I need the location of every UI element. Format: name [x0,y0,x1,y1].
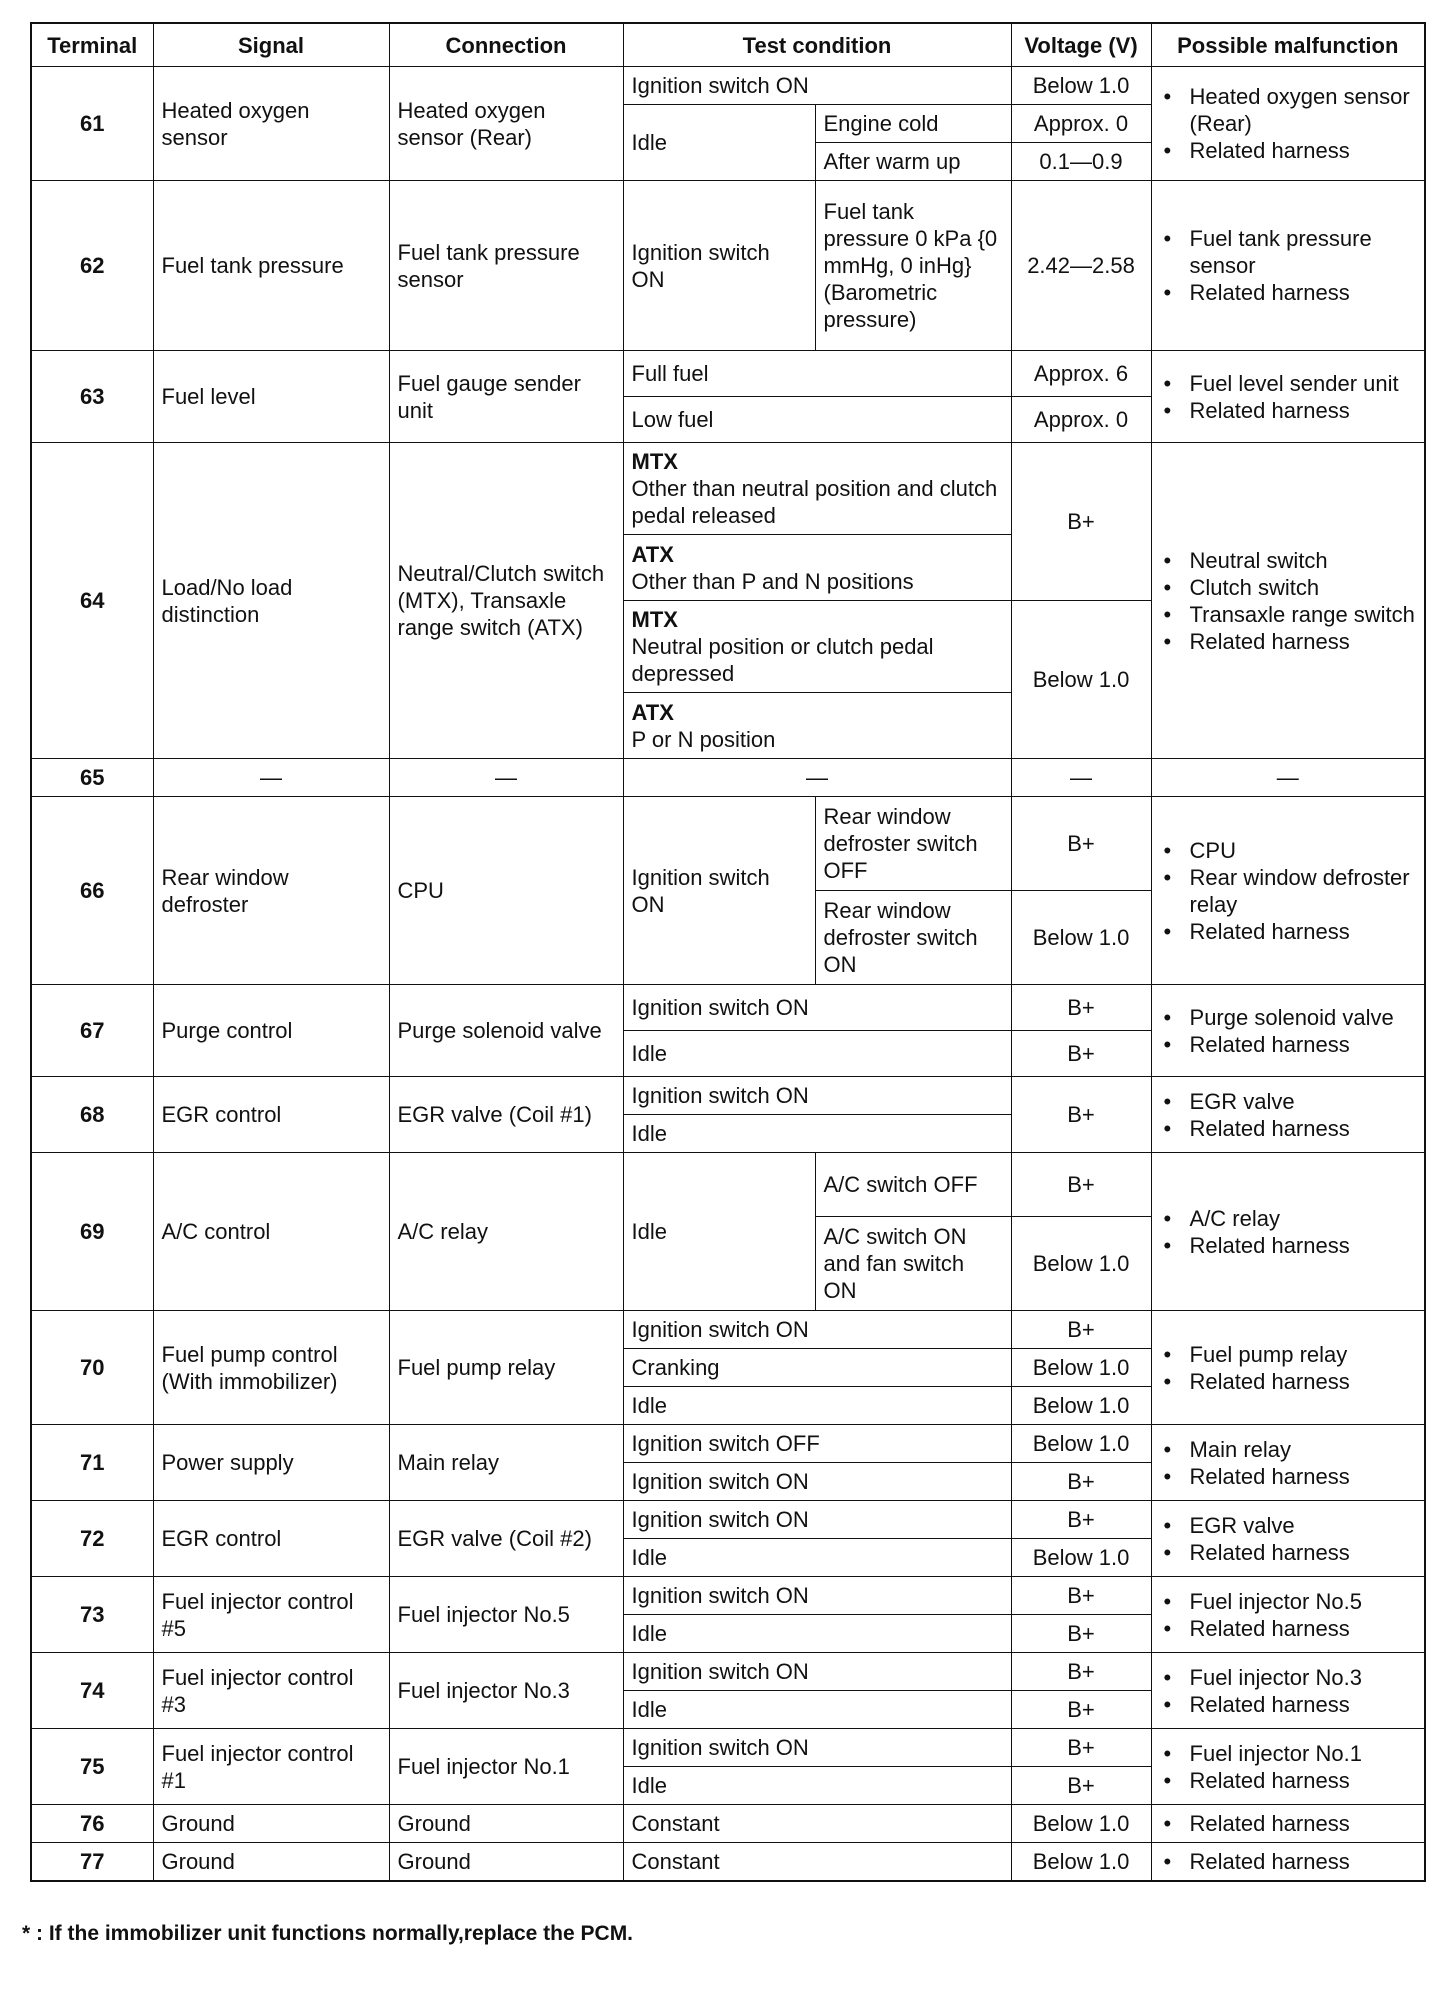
malfunction-item: • Fuel tank pressure sensor [1160,225,1417,279]
malfunction-cell [1151,1843,1425,1881]
voltage-cell: Below 1.0 [1011,1217,1151,1311]
signal-cell: Fuel injector control #1 [153,1729,389,1805]
voltage-cell: B+ [1011,1463,1151,1501]
signal-cell: Fuel injector control #5 [153,1577,389,1653]
voltage-cell: Below 1.0 [1011,1843,1151,1881]
malfunction-item: • Rear window defroster relay [1160,864,1417,918]
connection-cell: EGR valve (Coil #1) [389,1077,623,1153]
connection-cell: Neutral/Clutch switch (MTX), Transaxle range switch (ATX) [389,443,623,759]
malfunction-item: • Related harness [1160,1463,1417,1490]
condition-text: Other than neutral position and clutch pedal released [631,476,998,528]
malfunction-item: • Related harness [1160,918,1417,945]
header-signal: Signal [153,23,389,67]
condition-cell [623,443,1011,535]
connection-cell: A/C relay [389,1153,623,1311]
malfunction-item: • Fuel injector No.5 [1160,1588,1417,1615]
malfunction-cell [1151,1501,1425,1577]
terminal-cell: 71 [31,1425,153,1501]
signal-cell: Fuel pump control (With immobilizer) [153,1311,389,1425]
malfunction-cell [1151,1653,1425,1729]
malfunction-item: • Purge solenoid valve [1160,1004,1417,1031]
voltage-cell: Below 1.0 [1011,1425,1151,1463]
voltage-cell: — [1011,759,1151,797]
malfunction-item: • Related harness [1160,1115,1417,1142]
malfunction-cell [1151,67,1425,181]
voltage-cell: Below 1.0 [1011,67,1151,105]
signal-cell: Rear window defroster [153,797,389,985]
terminal-cell: 70 [31,1311,153,1425]
condition-cell: Ignition switch ON [623,1653,1011,1691]
condition-cell [623,535,1011,601]
condition-cell: — [623,759,1011,797]
malfunction-item: • A/C relay [1160,1205,1417,1232]
malfunction-item: • Fuel injector No.3 [1160,1664,1417,1691]
condition-cell: Ignition switch OFF [623,1425,1011,1463]
malfunction-item: • Related harness [1160,1615,1417,1642]
signal-cell: Fuel level [153,351,389,443]
voltage-cell: Below 1.0 [1011,601,1151,759]
table-row [31,1077,1425,1115]
malfunction-item: • Fuel pump relay [1160,1341,1417,1368]
condition-cell: Idle [623,1031,1011,1077]
terminal-cell: 76 [31,1805,153,1843]
connection-cell: CPU [389,797,623,985]
connection-cell: Ground [389,1805,623,1843]
voltage-cell: B+ [1011,1031,1151,1077]
condition-cell: Idle [623,1539,1011,1577]
condition-title: MTX [631,607,678,632]
voltage-cell: 2.42—2.58 [1011,181,1151,351]
sub-condition-cell: Rear window defroster switch ON [815,891,1011,985]
sub-condition-cell: Engine cold [815,105,1011,143]
connection-cell: Fuel injector No.3 [389,1653,623,1729]
voltage-cell: B+ [1011,797,1151,891]
condition-cell: Low fuel [623,397,1011,443]
malfunction-item: • Clutch switch [1160,574,1417,601]
connection-cell: Fuel injector No.1 [389,1729,623,1805]
condition-cell: Idle [623,1153,815,1311]
malfunction-item: • CPU [1160,837,1417,864]
table-row [31,1729,1425,1767]
table-row [31,1653,1425,1691]
terminal-cell: 67 [31,985,153,1077]
sub-condition-cell: A/C switch ON and fan switch ON [815,1217,1011,1311]
table-row [31,1577,1425,1615]
malfunction-item: • Related harness [1160,279,1417,306]
header-malfunction: Possible malfunction [1151,23,1425,67]
condition-text: Other than P and N positions [631,568,914,594]
voltage-cell: Approx. 0 [1011,105,1151,143]
terminal-cell: 64 [31,443,153,759]
table-row [31,759,1425,797]
signal-cell: Heated oxygen sensor [153,67,389,181]
malfunction-cell [1151,1577,1425,1653]
terminal-cell: 65 [31,759,153,797]
signal-cell: Ground [153,1805,389,1843]
terminal-cell: 62 [31,181,153,351]
sub-condition-cell: Rear window defroster switch OFF [815,797,1011,891]
malfunction-cell [1151,1311,1425,1425]
voltage-cell: Approx. 6 [1011,351,1151,397]
voltage-cell: Below 1.0 [1011,1539,1151,1577]
signal-cell: — [153,759,389,797]
terminal-cell: 61 [31,67,153,181]
condition-text: Neutral position or clutch pedal depressed [631,634,934,686]
malfunction-item: • Heated oxygen sensor (Rear) [1160,83,1417,137]
condition-cell: Idle [623,1387,1011,1425]
condition-cell: Idle [623,105,815,181]
signal-cell: A/C control [153,1153,389,1311]
malfunction-item: • Fuel injector No.1 [1160,1740,1417,1767]
condition-cell: Ignition switch ON [623,1501,1011,1539]
signal-cell: Fuel injector control #3 [153,1653,389,1729]
malfunction-item: • Related harness [1160,628,1417,655]
terminal-cell: 77 [31,1843,153,1881]
malfunction-item: • Related harness [1160,1810,1417,1837]
voltage-cell: B+ [1011,1501,1151,1539]
malfunction-item: • Related harness [1160,1031,1417,1058]
connection-cell: Ground [389,1843,623,1881]
condition-cell: Ignition switch ON [623,797,815,985]
condition-cell: Full fuel [623,351,1011,397]
signal-cell: Power supply [153,1425,389,1501]
voltage-cell: B+ [1011,1767,1151,1805]
signal-cell: EGR control [153,1501,389,1577]
condition-cell: Idle [623,1767,1011,1805]
malfunction-cell [1151,1153,1425,1311]
sub-condition-cell: A/C switch OFF [815,1153,1011,1217]
condition-cell: Ignition switch ON [623,181,815,351]
condition-cell: Idle [623,1115,1011,1153]
malfunction-cell [1151,1729,1425,1805]
malfunction-item: • Related harness [1160,1539,1417,1566]
signal-cell: Load/No load distinction [153,443,389,759]
malfunction-cell [1151,1077,1425,1153]
sub-condition-cell: Fuel tank pressure 0 kPa {0 mmHg, 0 inHg} (Barometric pressure) [815,181,1011,351]
table-row [31,1311,1425,1349]
malfunction-item: • Related harness [1160,1232,1417,1259]
condition-title: ATX [631,699,674,725]
voltage-cell: B+ [1011,1729,1151,1767]
terminal-cell: 73 [31,1577,153,1653]
voltage-cell: B+ [1011,1153,1151,1217]
malfunction-cell [1151,181,1425,351]
condition-cell [623,693,1011,759]
table-row [31,443,1425,535]
connection-cell: Heated oxygen sensor (Rear) [389,67,623,181]
sub-condition-cell: After warm up [815,143,1011,181]
voltage-cell: B+ [1011,443,1151,601]
terminal-cell: 63 [31,351,153,443]
malfunction-item: • Related harness [1160,1848,1417,1875]
malfunction-cell: — [1151,759,1425,797]
terminal-cell: 74 [31,1653,153,1729]
connection-cell: Fuel injector No.5 [389,1577,623,1653]
signal-cell: Purge control [153,985,389,1077]
malfunction-item: • EGR valve [1160,1512,1417,1539]
terminal-cell: 72 [31,1501,153,1577]
voltage-cell: Below 1.0 [1011,1387,1151,1425]
malfunction-cell [1151,1805,1425,1843]
table-row [31,797,1425,891]
condition-cell: Ignition switch ON [623,1729,1011,1767]
voltage-cell: B+ [1011,985,1151,1031]
malfunction-cell [1151,443,1425,759]
connection-cell: EGR valve (Coil #2) [389,1501,623,1577]
connection-cell: Main relay [389,1425,623,1501]
malfunction-item: • Main relay [1160,1436,1417,1463]
malfunction-cell [1151,351,1425,443]
condition-cell: Ignition switch ON [623,985,1011,1031]
footnote: * : If the immobilizer unit functions normally,replace the PCM. [22,1922,634,1945]
voltage-cell: B+ [1011,1615,1151,1653]
connection-cell: — [389,759,623,797]
voltage-cell: B+ [1011,1577,1151,1615]
signal-cell: Ground [153,1843,389,1881]
voltage-cell: B+ [1011,1653,1151,1691]
pcm-terminal-table [30,22,1426,1882]
voltage-cell: Below 1.0 [1011,1349,1151,1387]
voltage-cell: B+ [1011,1691,1151,1729]
malfunction-item: • Neutral switch [1160,547,1417,574]
voltage-cell: B+ [1011,1077,1151,1153]
table-row [31,67,1425,105]
signal-cell: Fuel tank pressure [153,181,389,351]
terminal-cell: 66 [31,797,153,985]
header-voltage: Voltage (V) [1011,23,1151,67]
condition-text: P or N position [631,726,776,752]
condition-cell: Idle [623,1691,1011,1729]
malfunction-item: • Related harness [1160,137,1417,164]
malfunction-cell [1151,1425,1425,1501]
connection-cell: Fuel tank pressure sensor [389,181,623,351]
header-terminal: Terminal [31,23,153,67]
table-row [31,1153,1425,1217]
condition-cell: Idle [623,1615,1011,1653]
malfunction-item: • Related harness [1160,1368,1417,1395]
condition-cell: Cranking [623,1349,1011,1387]
condition-cell: Constant [623,1843,1011,1881]
header-row [31,23,1425,67]
connection-cell: Fuel pump relay [389,1311,623,1425]
terminal-cell: 68 [31,1077,153,1153]
condition-cell [623,601,1011,693]
condition-cell: Constant [623,1805,1011,1843]
table-row [31,985,1425,1031]
malfunction-item: • Related harness [1160,1691,1417,1718]
connection-cell: Fuel gauge sender unit [389,351,623,443]
header-connection: Connection [389,23,623,67]
table-row [31,1843,1425,1881]
voltage-cell: Below 1.0 [1011,891,1151,985]
condition-title: ATX [631,541,674,567]
terminal-cell: 69 [31,1153,153,1311]
malfunction-item: • Fuel level sender unit [1160,370,1417,397]
malfunction-cell [1151,797,1425,985]
table-row [31,1425,1425,1463]
header-test-condition: Test condition [623,23,1011,67]
condition-cell: Ignition switch ON [623,1311,1011,1349]
condition-cell: Ignition switch ON [623,1077,1011,1115]
malfunction-item: • Related harness [1160,1767,1417,1794]
condition-cell: Ignition switch ON [623,1463,1011,1501]
terminal-cell: 75 [31,1729,153,1805]
connection-cell: Purge solenoid valve [389,985,623,1077]
malfunction-item: • Transaxle range switch [1160,601,1417,628]
voltage-cell: Approx. 0 [1011,397,1151,443]
malfunction-cell [1151,985,1425,1077]
condition-title: MTX [631,449,678,474]
condition-cell: Ignition switch ON [623,67,1011,105]
malfunction-item: • EGR valve [1160,1088,1417,1115]
table-row [31,1805,1425,1843]
terminal-voltage-table [30,22,1426,1882]
table-row [31,1501,1425,1539]
signal-cell: EGR control [153,1077,389,1153]
table-row [31,351,1425,397]
voltage-cell: 0.1—0.9 [1011,143,1151,181]
malfunction-item: • Related harness [1160,397,1417,424]
voltage-cell: B+ [1011,1311,1151,1349]
condition-cell: Ignition switch ON [623,1577,1011,1615]
table-row [31,181,1425,351]
voltage-cell: Below 1.0 [1011,1805,1151,1843]
